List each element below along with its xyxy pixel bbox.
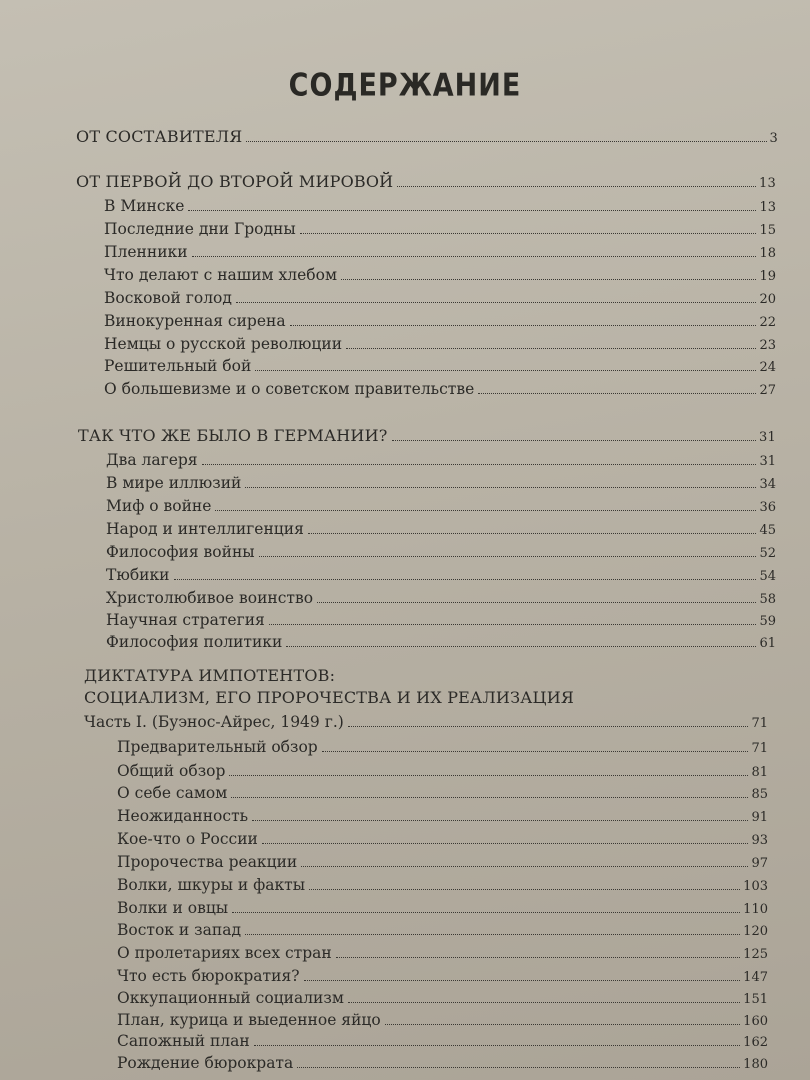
toc-page-number: 54 [759, 569, 776, 584]
toc-entry-label: Волки и овцы [117, 899, 229, 917]
toc-page-number: 27 [759, 383, 776, 398]
toc-page-number: 3 [769, 131, 778, 146]
toc-entry-label: Восковой голод [104, 289, 232, 307]
toc-entry-label: Что делают с нашим хлебом [104, 266, 337, 284]
toc-page-number: 180 [743, 1057, 768, 1072]
toc-entry-label: Кое-что о России [117, 830, 258, 848]
dot-leader [245, 487, 756, 488]
toc-entry [117, 737, 768, 759]
dot-leader [254, 1045, 740, 1046]
toc-page-number: 103 [743, 879, 768, 894]
page-title: СОДЕРЖАНИЕ [288, 67, 522, 104]
dot-leader [301, 866, 748, 867]
toc-entry [117, 806, 768, 828]
toc-section-entry [76, 127, 778, 149]
toc-entry [117, 920, 768, 942]
toc-entry [104, 356, 776, 378]
dot-leader [300, 233, 757, 234]
toc-entry [117, 875, 768, 897]
dot-leader [341, 279, 756, 280]
toc-entry [117, 829, 768, 851]
toc-entry-label: Пленники [104, 243, 188, 261]
toc-page-number: 58 [759, 592, 776, 607]
toc-section-heading-line: ДИКТАТУРА ИМПОТЕНТОВ: [84, 666, 336, 685]
toc-entry-label: Неожиданность [117, 807, 249, 825]
toc-entry [104, 242, 776, 264]
toc-entry [104, 379, 776, 401]
toc-entry-label: Рождение бюрократа [117, 1054, 294, 1072]
dot-leader [348, 1002, 740, 1003]
toc-page-number: 110 [743, 902, 768, 917]
dot-leader [215, 510, 756, 511]
toc-entry [104, 265, 776, 287]
toc-entry-label: Решительный бой [104, 357, 252, 375]
toc-entry-label: Последние дни Гродны [104, 220, 296, 238]
toc-entry [106, 632, 776, 654]
toc-part-label: Часть I. (Буэнос-Айрес, 1949 г.) [84, 713, 344, 731]
dot-leader [174, 579, 757, 580]
toc-entry-label: Общий обзор [117, 762, 226, 780]
dot-leader [297, 1067, 740, 1068]
dot-leader [286, 646, 756, 647]
toc-entry-label: Миф о войне [106, 497, 212, 515]
toc-entry-label: Два лагеря [106, 451, 198, 469]
toc-entry-label: Что есть бюрократия? [117, 967, 300, 985]
toc-entry-label: Предварительный обзор [117, 738, 318, 756]
toc-page-number: 20 [759, 292, 776, 307]
dot-leader [336, 957, 740, 958]
dot-leader [348, 726, 749, 727]
toc-entry [106, 588, 776, 610]
dot-leader [308, 533, 757, 534]
toc-page-number: 19 [759, 269, 776, 284]
dot-leader [232, 912, 740, 913]
dot-leader [317, 602, 756, 603]
toc-entry [117, 761, 768, 783]
toc-section-label: ТАК ЧТО ЖЕ БЫЛО В ГЕРМАНИИ? [78, 426, 388, 445]
toc-section-entry [76, 172, 776, 194]
dot-leader [304, 980, 741, 981]
toc-section-label: ОТ СОСТАВИТЕЛЯ [76, 127, 243, 146]
toc-page-number: 91 [751, 810, 768, 825]
dot-leader [290, 325, 757, 326]
toc-entry-label: Сапожный план [117, 1032, 250, 1050]
toc-entry [106, 610, 776, 632]
toc-entry [117, 943, 768, 965]
toc-page-number: 97 [751, 856, 768, 871]
toc-entry-label: Народ и интеллигенция [106, 520, 304, 538]
toc-page-number: 125 [743, 947, 768, 962]
dot-leader [478, 393, 756, 394]
toc-entry [106, 542, 776, 564]
toc-section-entry [78, 426, 776, 448]
toc-entry-label: Волки, шкуры и факты [117, 876, 306, 894]
toc-page-number: 34 [759, 477, 776, 492]
toc-page-number: 36 [759, 500, 776, 515]
toc-entry-label: О пролетариях всех стран [117, 944, 332, 962]
dot-leader [246, 141, 766, 142]
dot-leader [245, 934, 740, 935]
toc-page-number: 22 [759, 315, 776, 330]
toc-page-number: 61 [759, 636, 776, 651]
toc-section-heading-line: СОЦИАЛИЗМ, ЕГО ПРОРОЧЕСТВА И ИХ РЕАЛИЗАЦИЯ [84, 688, 574, 707]
dot-leader [188, 210, 756, 211]
dot-leader [397, 186, 756, 187]
dot-leader [231, 797, 748, 798]
toc-entry [117, 852, 768, 874]
dot-leader [236, 302, 757, 303]
toc-page-number: 24 [759, 360, 776, 375]
toc-entry-label: План, курица и выеденное яйцо [117, 1011, 381, 1029]
toc-entry [106, 496, 776, 518]
toc-entry-label: О себе самом [117, 784, 228, 802]
toc-entry [104, 196, 776, 218]
toc-entry [117, 988, 768, 1010]
toc-page-number: 18 [759, 246, 776, 261]
dot-leader [269, 624, 757, 625]
toc-entry-label: Философия политики [106, 633, 283, 651]
dot-leader [192, 256, 757, 257]
toc-entry-label: Философия войны [106, 543, 255, 561]
toc-page-number: 23 [759, 338, 776, 353]
toc-page-number: 31 [759, 430, 776, 445]
toc-entry [106, 450, 776, 472]
toc-page-number: 13 [759, 200, 776, 215]
toc-section-label: ОТ ПЕРВОЙ ДО ВТОРОЙ МИРОВОЙ [76, 172, 394, 191]
toc-entry-label: Пророчества реакции [117, 853, 298, 871]
toc-page-number: 31 [759, 454, 776, 469]
toc-page-number: 15 [759, 223, 776, 238]
toc-page-number: 93 [751, 833, 768, 848]
dot-leader [202, 464, 757, 465]
toc-entry-label: О большевизме и о советском правительстве [104, 380, 475, 398]
toc-page-number: 160 [743, 1014, 768, 1029]
toc-page-number: 71 [751, 741, 768, 756]
toc-page-number: 71 [751, 716, 768, 731]
toc-page-number: 52 [759, 546, 776, 561]
toc-entry-label: Тюбики [106, 566, 170, 584]
toc-page-number: 59 [759, 614, 776, 629]
toc-page-number: 45 [759, 523, 776, 538]
toc-entry-label: Христолюбивое воинство [106, 589, 314, 607]
toc-entry [117, 1031, 768, 1053]
dot-leader [385, 1024, 740, 1025]
dot-leader [259, 556, 757, 557]
toc-page-number: 120 [743, 924, 768, 939]
toc-page-number: 85 [751, 787, 768, 802]
toc-part-entry [84, 712, 768, 734]
toc-entry [104, 219, 776, 241]
toc-page-number: 151 [743, 992, 768, 1007]
toc-entry-label: В мире иллюзий [106, 474, 242, 492]
toc-entry [106, 473, 776, 495]
toc-entry [117, 1053, 768, 1075]
toc-entry [104, 288, 776, 310]
toc-page-number: 147 [743, 970, 768, 985]
toc-page-number: 13 [759, 176, 776, 191]
toc-entry [106, 519, 776, 541]
dot-leader [346, 348, 756, 349]
toc-page-number: 162 [743, 1035, 768, 1050]
toc-entry [104, 334, 776, 356]
toc-entry-label: Научная стратегия [106, 611, 265, 629]
dot-leader [309, 889, 740, 890]
toc-entry [117, 898, 768, 920]
toc-page-number: 81 [751, 765, 768, 780]
toc-entry [117, 966, 768, 988]
dot-leader [322, 751, 749, 752]
toc-entry-label: Оккупационный социализм [117, 989, 344, 1007]
toc-entry [106, 565, 776, 587]
toc-entry-label: Винокуренная сирена [104, 312, 286, 330]
toc-entry [104, 311, 776, 333]
toc-entry-label: Немцы о русской революции [104, 335, 343, 353]
dot-leader [255, 370, 756, 371]
dot-leader [262, 843, 749, 844]
toc-entry-label: В Минске [104, 197, 185, 215]
toc-entry-label: Восток и запад [117, 921, 241, 939]
toc-entry [117, 1010, 768, 1032]
toc-entry [117, 783, 768, 805]
dot-leader [252, 820, 748, 821]
dot-leader [229, 775, 748, 776]
dot-leader [392, 440, 757, 441]
